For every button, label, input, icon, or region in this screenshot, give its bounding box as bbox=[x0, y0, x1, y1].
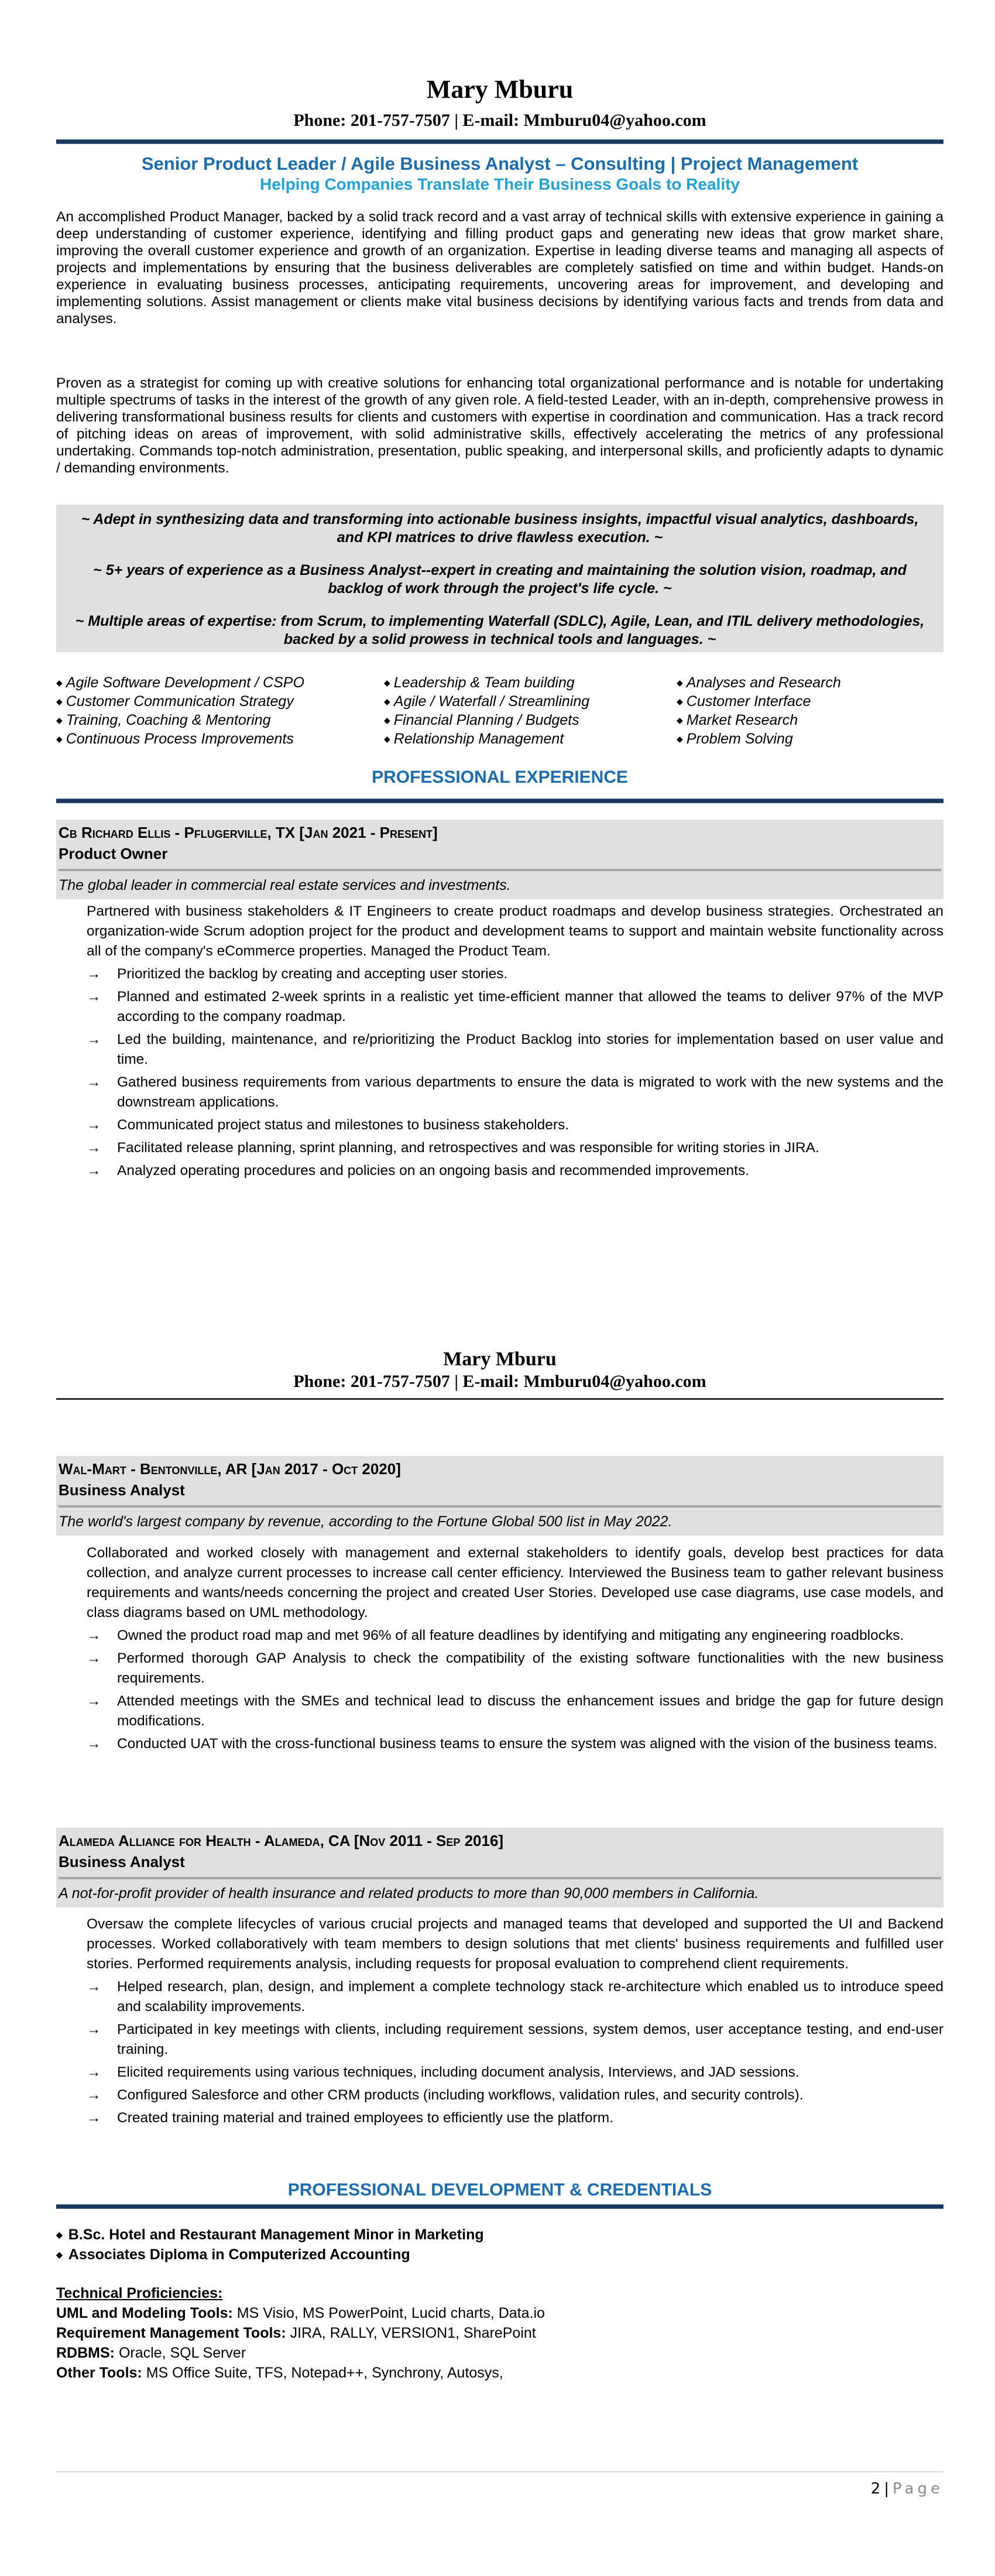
section-divider bbox=[56, 2204, 943, 2209]
job-details bbox=[87, 1914, 943, 2128]
page-number: 2 bbox=[870, 2480, 881, 2498]
tech-label: Other Tools: bbox=[56, 2365, 142, 2381]
skills-column-1 bbox=[56, 673, 384, 748]
job-bullet: → Facilitated release planning, sprint planning, and retrospectives and was responsible for writing stories in JIRA. bbox=[87, 1138, 943, 1158]
job-description: The world's largest company by revenue, according to the Fortune Global 500 list in May 2022. bbox=[59, 1513, 673, 1530]
tech-label: UML and Modeling Tools: bbox=[56, 2305, 233, 2321]
tech-value: MS Office Suite, TFS, Notepad++, Synchrony, Autosys, bbox=[142, 2365, 503, 2381]
job-company: Alameda Alliance for Health - Alameda, CA [Nov 2011 - Sep 2016] bbox=[59, 1832, 504, 1849]
skill-item: ◆ Relationship Management bbox=[384, 729, 677, 748]
skill-item: ◆ Continuous Process Improvements bbox=[56, 729, 384, 748]
job-bullet: → Owned the product road map and met 96% of all feature deadlines by identifying and mitigating any engineering roadblocks. bbox=[87, 1626, 943, 1646]
tech-row bbox=[56, 2303, 943, 2323]
job-bullet: → Elicited requirements using various techniques, including document analysis, Interviews, and JAD sessions. bbox=[87, 2063, 943, 2082]
job-header bbox=[56, 1828, 943, 1907]
job-bullets bbox=[87, 1626, 943, 1754]
job-description: The global leader in commercial real estate services and investments. bbox=[59, 877, 511, 893]
technical-proficiencies bbox=[56, 2283, 943, 2383]
tagline: Helping Companies Translate Their Business Goals to Reality bbox=[260, 175, 740, 193]
job-company: Wal-Mart - Bentonville, AR [Jan 2017 - Oct 2020] bbox=[59, 1460, 401, 1478]
tech-value: Oracle, SQL Server bbox=[115, 2345, 246, 2361]
tech-value: MS Visio, MS PowerPoint, Lucid charts, Data.io bbox=[232, 2305, 545, 2321]
job-description: A not-for-profit provider of health insurance and related products to more than 90,000 members in California. bbox=[59, 1885, 759, 1902]
core-skills bbox=[56, 673, 943, 748]
credential-item: ◆ Associates Diploma in Computerized Accounting bbox=[56, 2245, 943, 2265]
tech-label: RDBMS: bbox=[56, 2345, 115, 2361]
skill-item: ◆ Problem Solving bbox=[677, 729, 943, 748]
tech-label: Requirement Management Tools: bbox=[56, 2325, 286, 2341]
job-bullet: → Performed thorough GAP Analysis to check the compatibility of the existing software functionalities with the new business requirements. bbox=[87, 1649, 943, 1688]
job-company: Cb Richard Ellis - Pflugerville, TX [Jan 2021 - Present] bbox=[59, 824, 438, 841]
job-header bbox=[56, 820, 943, 899]
skill-item: ◆ Leadership & Team building bbox=[384, 673, 677, 692]
skills-column-2 bbox=[384, 673, 677, 748]
skill-item: ◆ Training, Coaching & Mentoring bbox=[56, 711, 384, 729]
tech-row bbox=[56, 2343, 943, 2363]
highlights-callout bbox=[56, 505, 943, 652]
job-summary: Partnered with business stakeholders & IT Engineers to create product roadmaps and develop business strategies. Orchestrated an organization-wide Scrum adoption project for the product and development teams to support and maintain website functionality across all of the company's eCommerce properties. Managed the Product Team. bbox=[87, 903, 943, 959]
page-label: Page bbox=[893, 2480, 943, 2498]
header-divider bbox=[56, 139, 943, 144]
tech-row bbox=[56, 2323, 943, 2343]
job-bullet: → Helped research, plan, design, and implement a complete technology stack re-architecture which enabled us to introduce speed and scalability improvements. bbox=[87, 1977, 943, 2017]
section-title-credentials: PROFESSIONAL DEVELOPMENT & CREDENTIALS bbox=[287, 2180, 712, 2200]
technical-heading: Technical Proficiencies: bbox=[56, 2285, 223, 2301]
section-title-experience: PROFESSIONAL EXPERIENCE bbox=[372, 768, 628, 787]
contact-line: Phone: 201-757-7507 | E-mail: Mmburu04@yahoo.com bbox=[293, 111, 706, 130]
job-bullet: → Attended meetings with the SMEs and technical lead to discuss the enhancement issues and bridge the gap for future design modifications. bbox=[87, 1691, 943, 1731]
job-bullet: → Communicated project status and milestones to business stakeholders. bbox=[87, 1115, 943, 1135]
callout-item: ~ Multiple areas of expertise: from Scrum, to implementing Waterfall (SDLC), Agile, Lean, and ITIL delivery methodologies, backed by a solid prowess in technical tools and languages. ~ bbox=[75, 613, 925, 648]
headline: Senior Product Leader / Agile Business Analyst – Consulting | Project Management bbox=[141, 153, 859, 174]
callout-item: ~ Adept in synthesizing data and transforming into actionable business insights, impactful visual analytics, dashboards, and KPI matrices to drive flawless execution. ~ bbox=[81, 511, 919, 546]
job-title: Business Analyst bbox=[59, 1481, 185, 1499]
job-bullet: → Planned and estimated 2-week sprints in a realistic yet time-efficient manner that allowed the teams to deliver 97% of the MVP according to the company roadmap. bbox=[87, 987, 943, 1027]
page-footer bbox=[871, 2480, 943, 2498]
candidate-name: Mary Mburu bbox=[426, 75, 574, 104]
job-bullet: → Configured Salesforce and other CRM products (including workflows, validation rules, and security controls). bbox=[87, 2085, 943, 2105]
job-summary: Oversaw the complete lifecycles of various crucial projects and managed teams that developed and supported the UI and Backend processes. Worked collaboratively with team members to design solutions that met clients' business requirements and fulfilled user stories. Performed requirements analysis, including requests for proposal evaluation to comprehend client requirements. bbox=[87, 1916, 943, 1972]
summary-paragraph-1: An accomplished Product Manager, backed by a solid track record and a vast array of technical skills with extensive experience in gaining a deep understanding of customer experience, identifying and filling product gaps and generating new ideas that grow market share, improving the overall customer experience and growth of an organization. Expertise in leading diverse teams and managing all aspects of projects and implementations by ensuring that the business deliverables are completely satisfied on time and within budget. Hands-on experience in evaluating business processes, anticipating requirements, uncovering areas for improvement, and developing and implementing solutions. Assist management or clients make vital business decisions by identifying various facts and trends from data and analyses. bbox=[56, 209, 943, 327]
job-bullet: → Created training material and trained employees to efficiently use the platform. bbox=[87, 2108, 943, 2128]
skill-item: ◆ Agile / Waterfall / Streamlining bbox=[384, 692, 677, 711]
skill-item: ◆ Agile Software Development / CSPO bbox=[56, 673, 384, 692]
job-bullets bbox=[87, 1977, 943, 2128]
credentials-list bbox=[56, 2225, 943, 2265]
job-bullet: → Conducted UAT with the cross-functional business teams to ensure the system was aligned with the vision of the business teams. bbox=[87, 1734, 943, 1754]
job-header bbox=[56, 1456, 943, 1536]
job-title: Business Analyst bbox=[59, 1853, 185, 1871]
page2-candidate-name: Mary Mburu bbox=[443, 1348, 557, 1370]
skills-column-3 bbox=[677, 673, 943, 748]
callout-item: ~ 5+ years of experience as a Business Analyst--expert in creating and maintaining the solution vision, roadmap, and backlog of work through the project's life cycle. ~ bbox=[93, 562, 907, 597]
skill-item: ◆ Market Research bbox=[677, 711, 943, 729]
job-bullets bbox=[87, 964, 943, 1181]
skill-item: ◆ Analyses and Research bbox=[677, 673, 943, 692]
job-bullet: → Analyzed operating procedures and policies on an ongoing basis and recommended improvements. bbox=[87, 1161, 943, 1181]
footer-divider bbox=[56, 2471, 943, 2472]
tech-row bbox=[56, 2363, 943, 2383]
section-divider bbox=[56, 799, 943, 803]
tech-value: JIRA, RALLY, VERSION1, SharePoint bbox=[286, 2325, 536, 2341]
skill-item: ◆ Customer Interface bbox=[677, 692, 943, 711]
job-title: Product Owner bbox=[59, 845, 168, 862]
summary-paragraph-2: Proven as a strategist for coming up with creative solutions for enhancing total organizational performance and is notable for undertaking multiple spectrums of tasks in the interest of the growth of any given role. A field-tested Leader, with an in-depth, comprehensive prowess in delivering transformational business results for clients and customers with expertise in coordination and communication. Has a track record of pitching ideas on areas of improvement, with solid administrative skills, effectively accelerating the metrics of any professional undertaking. Commands top-notch administration, presentation, public speaking, and interpersonal skills, and proficiently adapts to dynamic / demanding environments. bbox=[56, 375, 943, 476]
job-bullet: → Participated in key meetings with clients, including requirement sessions, system demos, user acceptance testing, and end-user training. bbox=[87, 2020, 943, 2060]
page2-header-divider bbox=[56, 1398, 943, 1400]
job-bullet: → Gathered business requirements from various departments to ensure the data is migrated to work with the new systems and the downstream applications. bbox=[87, 1073, 943, 1112]
skill-item: ◆ Financial Planning / Budgets bbox=[384, 711, 677, 729]
job-bullet: → Prioritized the backlog by creating and accepting user stories. bbox=[87, 964, 943, 984]
job-summary: Collaborated and worked closely with management and external stakeholders to identify goals, develop best practices for data collection, and analyze current processes to increase call center efficiency. Interviewed the Business team to gather relevant business requirements and wants/needs concerning the project and created User Stories. Developed use case diagrams, use case models, and class diagrams based on UML methodology. bbox=[87, 1545, 943, 1621]
job-details bbox=[87, 902, 943, 1181]
skill-item: ◆ Customer Communication Strategy bbox=[56, 692, 384, 711]
job-details bbox=[87, 1543, 943, 1754]
page2-contact-line: Phone: 201-757-7507 | E-mail: Mmburu04@yahoo.com bbox=[293, 1372, 706, 1391]
footer-separator: | bbox=[884, 2480, 890, 2498]
credential-item: ◆ B.Sc. Hotel and Restaurant Management Minor in Marketing bbox=[56, 2225, 943, 2245]
job-bullet: → Led the building, maintenance, and re/prioritizing the Product Backlog into stories for implementation based on user value and time. bbox=[87, 1030, 943, 1070]
